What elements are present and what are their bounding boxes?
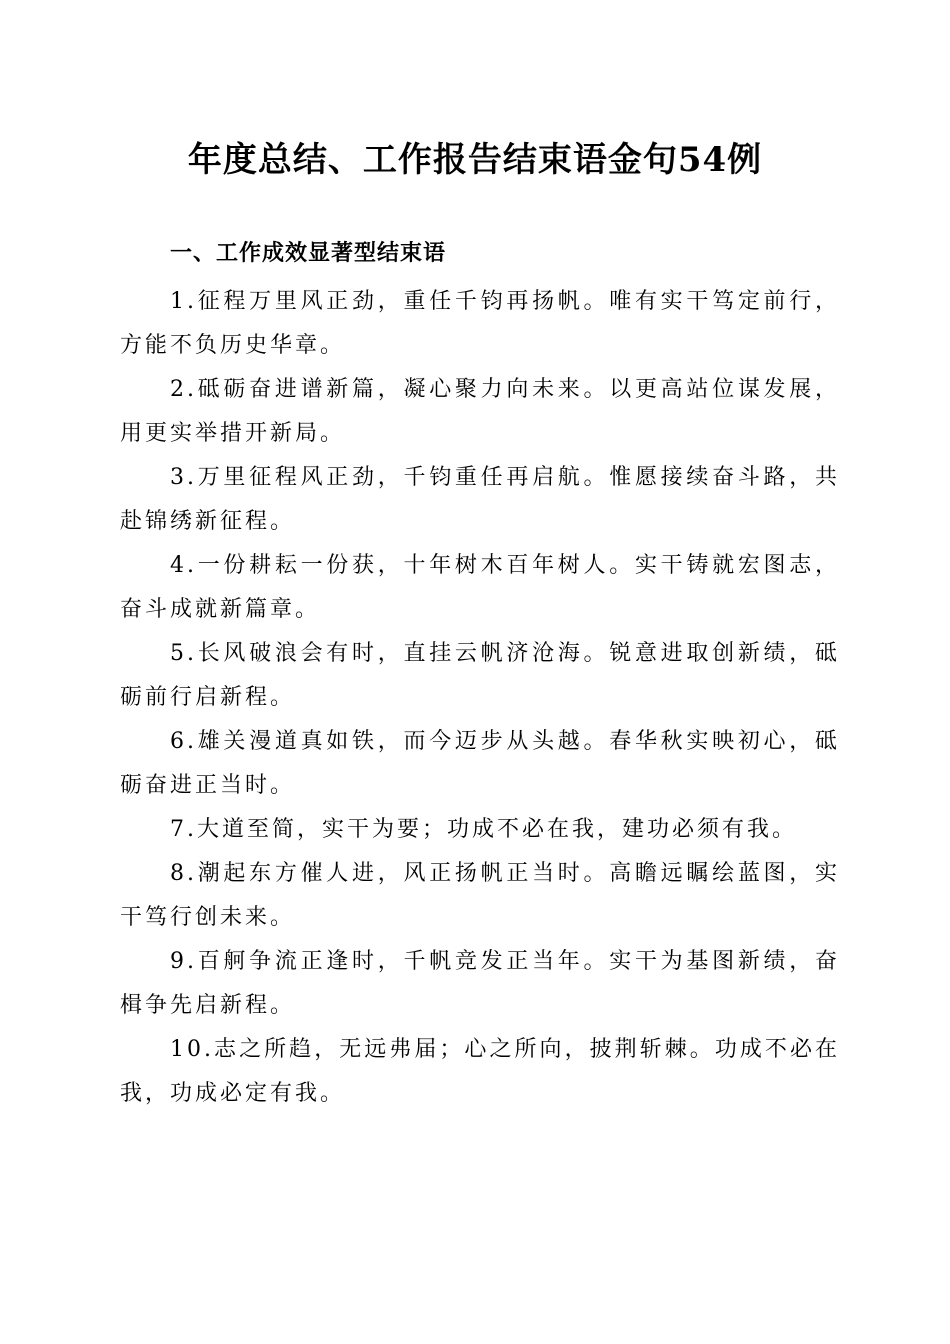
list-item: 1.征程万里风正劲，重任千钧再扬帆。唯有实干笃定前行，方能不负历史华章。 [120, 289, 840, 358]
list-item: 9.百舸争流正逢时，千帆竞发正当年。实干为基图新绩，奋楫争先启新程。 [120, 949, 840, 1018]
item-list [120, 280, 840, 1116]
section-heading: 一、工作成效显著型结束语 [170, 241, 447, 266]
list-item: 10.志之所趋，无远弗届；心之所向，披荆斩棘。功成不必在我，功成必定有我。 [120, 1037, 840, 1106]
list-item: 5.长风破浪会有时，直挂云帆济沧海。锐意进取创新绩，砥砺前行启新程。 [120, 641, 840, 710]
list-item: 2.砥砺奋进谱新篇，凝心聚力向未来。以更高站位谋发展，用更实举措开新局。 [120, 377, 840, 446]
list-item: 3.万里征程风正劲，千钧重任再启航。惟愿接续奋斗路，共赴锦绣新征程。 [120, 465, 840, 534]
list-item: 6.雄关漫道真如铁，而今迈步从头越。春华秋实映初心，砥砺奋进正当时。 [120, 729, 840, 798]
list-item: 7.大道至简，实干为要；功成不必在我，建功必须有我。 [170, 817, 797, 842]
list-item: 4.一份耕耘一份获，十年树木百年树人。实干铸就宏图志，奋斗成就新篇章。 [120, 553, 840, 622]
page-title: 年度总结、工作报告结束语金句54例 [187, 140, 763, 180]
list-item: 8.潮起东方催人进，风正扬帆正当时。高瞻远瞩绘蓝图，实干笃行创未来。 [120, 861, 840, 930]
